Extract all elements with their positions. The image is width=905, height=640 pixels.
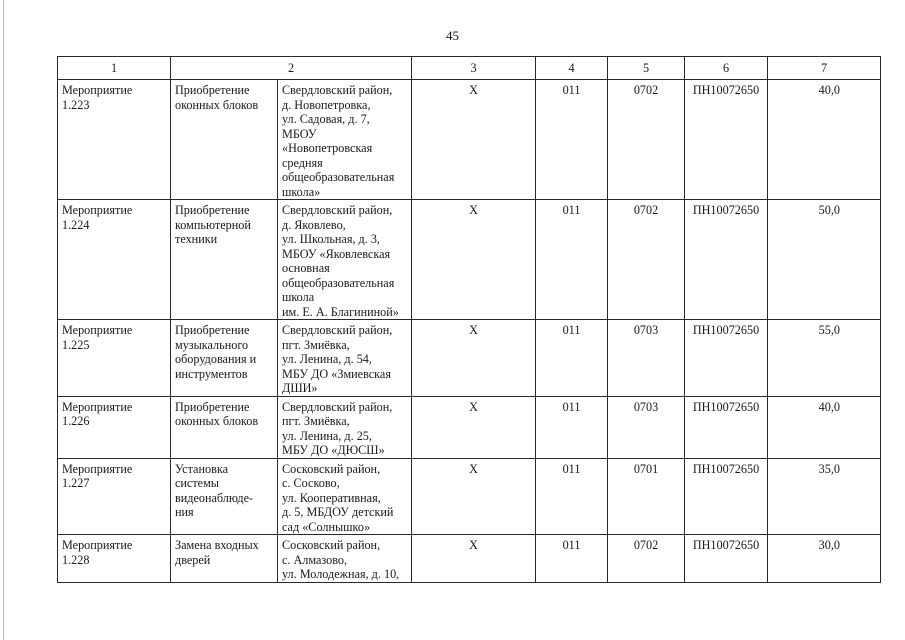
activity-name-cell-line: компьютерной <box>175 217 251 232</box>
table-row <box>58 200 881 320</box>
address-cell-line: «Новопетровская <box>282 141 373 155</box>
col6-cell: ПН10072650 <box>685 320 768 397</box>
page-number: 45 <box>446 28 459 43</box>
col6-cell: ПН10072650 <box>685 200 768 320</box>
activity-name-cell-line: системы <box>175 476 219 490</box>
col6-cell: ПН10072650 <box>685 535 768 583</box>
activity-name-cell-line: ния <box>175 505 194 519</box>
address-cell-line: с. Алмазово, <box>282 552 348 567</box>
activity-name-cell <box>171 80 278 200</box>
event-cell-line: Мероприятие <box>62 203 133 217</box>
col4-cell: 011 <box>536 535 608 583</box>
activity-name-cell-line: оконных блоков <box>175 414 259 428</box>
address-cell-line: д. Новопетровка, <box>282 97 371 112</box>
activity-name-cell-line: Приобретение <box>175 203 250 217</box>
activity-name-cell-line: Установка <box>175 461 228 476</box>
address-cell-line: ДШИ» <box>282 381 318 395</box>
address-cell-line: д. Яковлево, <box>282 217 346 232</box>
activity-name-cell-line: Приобретение <box>175 323 250 337</box>
table-row <box>58 396 881 458</box>
address-cell-line: Сосковский район, <box>282 538 381 552</box>
column-number: 1 <box>58 57 171 80</box>
event-cell <box>58 200 171 320</box>
col6-cell: ПН10072650 <box>685 396 768 458</box>
address-cell-line: школа» <box>282 184 321 199</box>
col5-cell: 0701 <box>608 458 685 535</box>
amount-cell: 40,0 <box>768 80 881 200</box>
col3-cell: Х <box>412 320 536 397</box>
activity-name-cell-line: видеонаблюде- <box>175 490 254 505</box>
amount-cell: 55,0 <box>768 320 881 397</box>
activity-name-cell-line: Замена входных <box>175 538 259 552</box>
event-cell-line: 1.228 <box>62 552 90 567</box>
event-cell <box>58 396 171 458</box>
col5-cell: 0702 <box>608 535 685 583</box>
table-row <box>58 320 881 397</box>
activity-name-cell <box>171 396 278 458</box>
address-cell-line: им. Е. А. Благининой» <box>282 304 399 319</box>
activity-name-cell <box>171 535 278 583</box>
address-cell-line: с. Сосково, <box>282 476 340 490</box>
column-number-row <box>58 57 881 80</box>
address-cell-line: ул. Ленина, д. 25, <box>282 428 372 443</box>
event-cell-line: 1.227 <box>62 476 90 490</box>
address-cell-line: МБОУ «Яковлевская <box>282 246 391 261</box>
event-cell <box>58 535 171 583</box>
address-cell-line: Свердловский район, <box>282 203 393 217</box>
activity-name-cell-line: техники <box>175 232 218 246</box>
col5-cell: 0703 <box>608 320 685 397</box>
column-number: 7 <box>768 57 881 80</box>
column-number: 3 <box>412 57 536 80</box>
activity-name-cell <box>171 200 278 320</box>
amount-cell: 30,0 <box>768 535 881 583</box>
event-cell-line: Мероприятие <box>62 461 133 476</box>
address-cell-line: ул. Школьная, д. 3, <box>282 232 380 246</box>
table-row <box>58 535 881 583</box>
margin-line <box>3 0 4 640</box>
col6-cell: ПН10072650 <box>685 458 768 535</box>
activity-name-cell-line: оборудования и <box>175 352 257 366</box>
address-cell-line: сад «Солнышко» <box>282 519 371 534</box>
col5-cell: 0702 <box>608 80 685 200</box>
col3-cell: Х <box>412 396 536 458</box>
event-cell-line: 1.225 <box>62 337 90 352</box>
col4-cell: 011 <box>536 396 608 458</box>
event-cell-line: 1.226 <box>62 414 90 428</box>
amount-cell: 40,0 <box>768 396 881 458</box>
event-cell-line: 1.224 <box>62 217 90 232</box>
col3-cell: Х <box>412 200 536 320</box>
address-cell <box>278 200 412 320</box>
activity-name-cell <box>171 458 278 535</box>
address-cell-line: школа <box>282 290 315 304</box>
address-cell-line: ул. Молодежная, д. 10, <box>282 567 400 581</box>
event-cell-line: Мероприятие <box>62 83 133 97</box>
event-cell-line: Мероприятие <box>62 399 133 414</box>
event-cell <box>58 80 171 200</box>
address-cell-line: средняя <box>282 155 323 170</box>
col4-cell: 011 <box>536 200 608 320</box>
address-cell-line: МБУ ДО «Змиевская <box>282 366 391 381</box>
event-cell <box>58 458 171 535</box>
address-cell-line: Свердловский район, <box>282 399 393 414</box>
address-cell-line: ул. Ленина, д. 54, <box>282 352 372 366</box>
col3-cell: Х <box>412 80 536 200</box>
col5-cell: 0703 <box>608 396 685 458</box>
table-row <box>58 80 881 200</box>
document-table <box>57 56 881 583</box>
address-cell <box>278 80 412 200</box>
column-number: 6 <box>685 57 768 80</box>
address-cell-line: МБУ ДО «ДЮСШ» <box>282 443 385 457</box>
amount-cell: 35,0 <box>768 458 881 535</box>
address-cell-line: общеобразовательная <box>282 275 395 290</box>
col4-cell: 011 <box>536 80 608 200</box>
address-cell <box>278 396 412 458</box>
col4-cell: 011 <box>536 320 608 397</box>
event-cell-line: 1.223 <box>62 97 90 112</box>
activity-name-cell-line: музыкального <box>175 337 249 352</box>
col6-cell: ПН10072650 <box>685 80 768 200</box>
amount-cell: 50,0 <box>768 200 881 320</box>
address-cell-line: основная <box>282 261 330 275</box>
event-cell-line: Мероприятие <box>62 323 133 337</box>
col3-cell: Х <box>412 458 536 535</box>
address-cell-line: ул. Садовая, д. 7, <box>282 112 370 126</box>
address-cell-line: пгт. Змиёвка, <box>282 337 350 352</box>
address-cell-line: д. 5, МБДОУ детский <box>282 505 394 519</box>
column-number: 4 <box>536 57 608 80</box>
col5-cell: 0702 <box>608 200 685 320</box>
column-number: 5 <box>608 57 685 80</box>
address-cell <box>278 320 412 397</box>
address-cell-line: ул. Кооперативная, <box>282 490 381 505</box>
event-cell-line: Мероприятие <box>62 538 133 552</box>
address-cell-line: Сосковский район, <box>282 461 381 476</box>
table-row <box>58 458 881 535</box>
address-cell-line: МБОУ <box>282 126 317 141</box>
activity-name-cell-line: инструментов <box>175 366 248 381</box>
address-cell-line: общеобразовательная <box>282 170 395 184</box>
activity-name-cell <box>171 320 278 397</box>
activity-name-cell-line: дверей <box>175 552 211 567</box>
address-cell-line: пгт. Змиёвка, <box>282 414 350 428</box>
activity-name-cell-line: оконных блоков <box>175 97 259 112</box>
address-cell <box>278 535 412 583</box>
activity-name-cell-line: Приобретение <box>175 83 250 97</box>
activity-name-cell-line: Приобретение <box>175 399 250 414</box>
column-number: 2 <box>171 57 412 80</box>
address-cell-line: Свердловский район, <box>282 83 393 97</box>
col3-cell: Х <box>412 535 536 583</box>
event-cell <box>58 320 171 397</box>
address-cell-line: Свердловский район, <box>282 323 393 337</box>
address-cell <box>278 458 412 535</box>
col4-cell: 011 <box>536 458 608 535</box>
